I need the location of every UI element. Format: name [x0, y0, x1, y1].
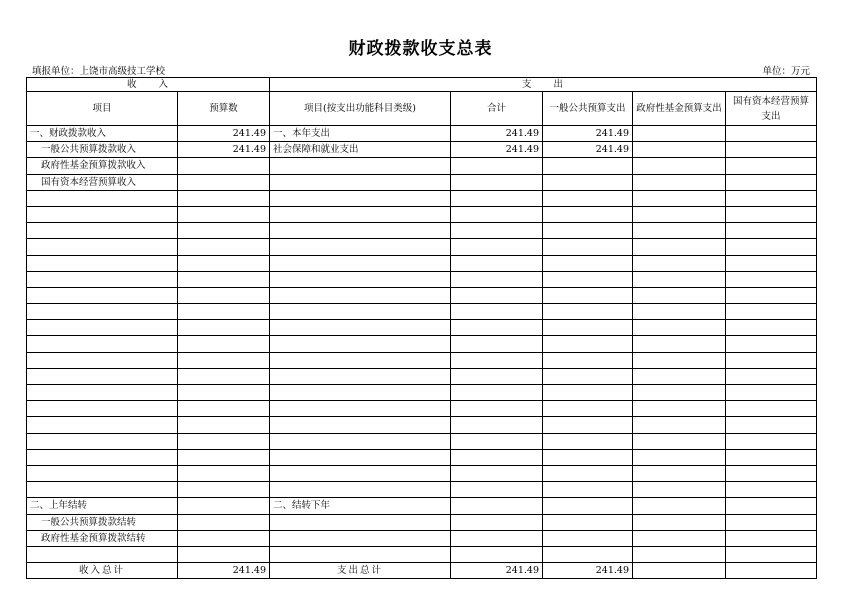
- income-item-cell: [27, 465, 178, 481]
- expense-item-cell: [270, 320, 451, 336]
- expense-total-cell: [451, 352, 543, 368]
- budget-table: [26, 77, 817, 579]
- income-value-cell: [178, 223, 270, 239]
- expense-state-capital-cell: [726, 223, 817, 239]
- expense-general-total: 241.49: [543, 563, 633, 579]
- income-item-cell: [27, 368, 178, 384]
- income-item-cell: [27, 320, 178, 336]
- expense-state-capital-cell: [726, 514, 817, 530]
- expense-gov-fund-cell: [633, 223, 726, 239]
- income-item-cell: 国有资本经营预算收入: [27, 174, 178, 190]
- income-value-cell: [178, 174, 270, 190]
- expense-item-cell: [270, 271, 451, 287]
- expense-general-cell: [543, 206, 633, 222]
- empty-row: [27, 449, 817, 465]
- expense-gov-fund-cell: [633, 304, 726, 320]
- expense-total-cell: [451, 530, 543, 546]
- expense-item-cell: [270, 465, 451, 481]
- expense-gov-fund-cell: [633, 482, 726, 498]
- income-value-cell: [178, 368, 270, 384]
- expense-item-cell: [270, 304, 451, 320]
- expense-item-cell: [270, 546, 451, 562]
- expense-general-cell: [543, 158, 633, 174]
- expense-state-capital-cell: [726, 449, 817, 465]
- income-value-cell: [178, 514, 270, 530]
- expense-item-cell: [270, 255, 451, 271]
- expense-gov-fund-cell: [633, 352, 726, 368]
- empty-row: [27, 223, 817, 239]
- empty-row: [27, 239, 817, 255]
- col-state-capital-header: 国有资本经营预算支出: [726, 92, 817, 126]
- expense-total-cell: [451, 514, 543, 530]
- expense-total-cell: 241.49: [451, 142, 543, 158]
- expense-general-cell: [543, 530, 633, 546]
- income-value-cell: [178, 190, 270, 206]
- empty-row: [27, 190, 817, 206]
- expense-total-cell: [451, 546, 543, 562]
- expense-general-cell: [543, 174, 633, 190]
- expense-gov-fund-cell: [633, 142, 726, 158]
- expense-item-cell: [270, 449, 451, 465]
- empty-row: [27, 352, 817, 368]
- expense-gov-fund-cell: [633, 385, 726, 401]
- income-value-cell: 241.49: [178, 126, 270, 142]
- income-value-cell: [178, 417, 270, 433]
- empty-row: [27, 287, 817, 303]
- expense-general-cell: [543, 498, 633, 514]
- table-row: [27, 546, 817, 562]
- income-value-cell: [178, 482, 270, 498]
- expense-state-capital-cell: [726, 255, 817, 271]
- expense-state-capital-cell: [726, 368, 817, 384]
- expense-total-cell: [451, 417, 543, 433]
- expense-gov-fund-cell: [633, 174, 726, 190]
- col-general-header: 一般公共预算支出: [543, 92, 633, 126]
- expense-general-cell: 241.49: [543, 126, 633, 142]
- expense-state-capital-cell: [726, 271, 817, 287]
- expense-state-capital-cell: [726, 190, 817, 206]
- expense-general-cell: [543, 190, 633, 206]
- expense-gov-fund-cell: [633, 417, 726, 433]
- expense-state-capital-cell: [726, 546, 817, 562]
- income-value-cell: [178, 206, 270, 222]
- income-value-cell: [178, 433, 270, 449]
- expense-total-label: 支出总计: [270, 563, 451, 579]
- income-value-cell: [178, 449, 270, 465]
- income-value-cell: [178, 498, 270, 514]
- expense-item-cell: 一、本年支出: [270, 126, 451, 142]
- empty-row: [27, 206, 817, 222]
- col-total-header: 合计: [451, 92, 543, 126]
- expense-gov-fund-cell: [633, 287, 726, 303]
- income-item-cell: [27, 482, 178, 498]
- expense-item-cell: [270, 433, 451, 449]
- expense-general-cell: [543, 546, 633, 562]
- expense-total-cell: [451, 304, 543, 320]
- income-item-cell: [27, 190, 178, 206]
- expense-state-capital-cell: [726, 206, 817, 222]
- expense-item-cell: [270, 239, 451, 255]
- expense-item-cell: [270, 174, 451, 190]
- col-gov-fund-header: 政府性基金预算支出: [633, 92, 726, 126]
- empty-row: [27, 271, 817, 287]
- fill-unit: 填报单位：上饶市高级技工学校: [32, 66, 166, 77]
- income-value-cell: [178, 336, 270, 352]
- table-row: [27, 142, 817, 158]
- income-item-cell: 政府性基金预算拨款收入: [27, 158, 178, 174]
- income-value-cell: [178, 530, 270, 546]
- table-row: [27, 498, 817, 514]
- expense-total-cell: [451, 449, 543, 465]
- income-value-cell: [178, 239, 270, 255]
- expense-general-cell: [543, 465, 633, 481]
- income-value-cell: 241.49: [178, 142, 270, 158]
- expense-total-value: 241.49: [451, 563, 543, 579]
- income-item-cell: [27, 255, 178, 271]
- totals-row: [27, 563, 817, 579]
- expense-gov-fund-cell: [633, 449, 726, 465]
- expense-state-capital-cell: [726, 320, 817, 336]
- income-item-cell: [27, 271, 178, 287]
- expense-item-cell: 社会保障和就业支出: [270, 142, 451, 158]
- expense-general-cell: [543, 449, 633, 465]
- expense-total-cell: [451, 190, 543, 206]
- expense-total-cell: [451, 336, 543, 352]
- expense-state-capital-cell: [726, 239, 817, 255]
- income-total-value: 241.49: [178, 563, 270, 579]
- expense-item-cell: [270, 190, 451, 206]
- expense-item-cell: [270, 530, 451, 546]
- expense-gov-fund-cell: [633, 530, 726, 546]
- expense-gov-fund-cell: [633, 433, 726, 449]
- expense-state-capital-cell: [726, 336, 817, 352]
- income-item-cell: [27, 449, 178, 465]
- empty-row: [27, 401, 817, 417]
- expense-total-cell: [451, 223, 543, 239]
- expense-general-cell: [543, 304, 633, 320]
- income-item-cell: [27, 206, 178, 222]
- empty-row: [27, 336, 817, 352]
- table-row: [27, 174, 817, 190]
- empty-row: [27, 433, 817, 449]
- income-carry-cell: 政府性基金预算拨款结转: [27, 530, 178, 546]
- expense-total-cell: [451, 287, 543, 303]
- expense-general-cell: [543, 255, 633, 271]
- expense-total-cell: [451, 271, 543, 287]
- expense-gov-fund-cell: [633, 126, 726, 142]
- income-item-cell: [27, 287, 178, 303]
- expense-gov-fund-cell: [633, 514, 726, 530]
- expense-state-capital-cell: [726, 482, 817, 498]
- table-row: [27, 514, 817, 530]
- expense-item-cell: [270, 514, 451, 530]
- group-header-row: [27, 78, 817, 92]
- expense-gov-fund-cell: [633, 239, 726, 255]
- expense-total-cell: 241.49: [451, 126, 543, 142]
- expense-state-capital-cell: [726, 142, 817, 158]
- expense-gov-fund-total: [633, 563, 726, 579]
- col-expense-item-header: 项目(按支出功能科目类级): [270, 92, 451, 126]
- income-value-cell: [178, 546, 270, 562]
- expense-state-capital-cell: [726, 352, 817, 368]
- income-item-cell: [27, 352, 178, 368]
- empty-row: [27, 368, 817, 384]
- income-item-cell: [27, 417, 178, 433]
- expense-item-cell: [270, 287, 451, 303]
- income-value-cell: [178, 465, 270, 481]
- expense-item-cell: [270, 336, 451, 352]
- expense-total-cell: [451, 482, 543, 498]
- column-header-row: [27, 92, 817, 126]
- expense-general-cell: [543, 433, 633, 449]
- table-row: [27, 530, 817, 546]
- expense-gov-fund-cell: [633, 158, 726, 174]
- expense-state-capital-cell: [726, 126, 817, 142]
- empty-row: [27, 417, 817, 433]
- expense-item-cell: [270, 368, 451, 384]
- expense-item-cell: [270, 158, 451, 174]
- expense-total-cell: [451, 498, 543, 514]
- expense-general-cell: [543, 417, 633, 433]
- expense-total-cell: [451, 239, 543, 255]
- expense-general-cell: [543, 368, 633, 384]
- expense-general-cell: [543, 271, 633, 287]
- income-item-cell: [27, 239, 178, 255]
- expense-gov-fund-cell: [633, 401, 726, 417]
- expense-state-capital-cell: [726, 417, 817, 433]
- expense-state-capital-cell: [726, 158, 817, 174]
- income-item-cell: [27, 304, 178, 320]
- expense-gov-fund-cell: [633, 336, 726, 352]
- expense-state-capital-cell: [726, 174, 817, 190]
- empty-row: [27, 385, 817, 401]
- expense-state-capital-cell: [726, 530, 817, 546]
- expense-total-cell: [451, 401, 543, 417]
- income-carry-cell: 二、上年结转: [27, 498, 178, 514]
- expense-total-cell: [451, 368, 543, 384]
- income-item-cell: [27, 546, 178, 562]
- expense-gov-fund-cell: [633, 465, 726, 481]
- income-value-cell: [178, 304, 270, 320]
- expense-state-capital-total: [726, 563, 817, 579]
- col-item-header: 项目: [27, 92, 178, 126]
- expense-general-cell: [543, 385, 633, 401]
- expense-gov-fund-cell: [633, 190, 726, 206]
- table-row: [27, 158, 817, 174]
- expense-item-cell: [270, 417, 451, 433]
- empty-row: [27, 482, 817, 498]
- expense-total-cell: [451, 206, 543, 222]
- expense-general-cell: [543, 336, 633, 352]
- col-budget-header: 预算数: [178, 92, 270, 126]
- expense-gov-fund-cell: [633, 498, 726, 514]
- expense-gov-fund-cell: [633, 546, 726, 562]
- expense-state-capital-cell: [726, 433, 817, 449]
- page-title: 财政拨款收支总表: [348, 39, 493, 59]
- income-item-cell: [27, 336, 178, 352]
- expense-item-cell: [270, 482, 451, 498]
- expense-state-capital-cell: [726, 287, 817, 303]
- currency-unit: 单位：万元: [762, 66, 810, 77]
- income-value-cell: [178, 401, 270, 417]
- empty-row: [27, 465, 817, 481]
- expense-general-cell: [543, 514, 633, 530]
- expense-state-capital-cell: [726, 498, 817, 514]
- expense-general-cell: [543, 352, 633, 368]
- expense-group-header: 支 出: [270, 78, 817, 92]
- expense-total-cell: [451, 158, 543, 174]
- expense-gov-fund-cell: [633, 320, 726, 336]
- expense-state-capital-cell: [726, 401, 817, 417]
- income-item-cell: [27, 385, 178, 401]
- expense-item-cell: [270, 223, 451, 239]
- income-value-cell: [178, 385, 270, 401]
- income-carry-cell: 一般公共预算拨款结转: [27, 514, 178, 530]
- expense-total-cell: [451, 320, 543, 336]
- expense-item-cell: [270, 352, 451, 368]
- expense-general-cell: [543, 320, 633, 336]
- expense-total-cell: [451, 433, 543, 449]
- empty-row: [27, 320, 817, 336]
- expense-total-cell: [451, 465, 543, 481]
- income-group-header: 收 入: [27, 78, 270, 92]
- income-value-cell: [178, 287, 270, 303]
- expense-state-capital-cell: [726, 304, 817, 320]
- expense-item-cell: [270, 401, 451, 417]
- income-value-cell: [178, 352, 270, 368]
- income-value-cell: [178, 271, 270, 287]
- expense-general-cell: [543, 287, 633, 303]
- expense-general-cell: [543, 401, 633, 417]
- expense-gov-fund-cell: [633, 206, 726, 222]
- expense-item-cell: [270, 385, 451, 401]
- empty-row: [27, 255, 817, 271]
- income-total-label: 收入总计: [27, 563, 178, 579]
- expense-carry-cell: 二、结转下年: [270, 498, 451, 514]
- expense-gov-fund-cell: [633, 271, 726, 287]
- income-value-cell: [178, 320, 270, 336]
- income-item-cell: [27, 223, 178, 239]
- income-item-cell: 一般公共预算拨款收入: [27, 142, 178, 158]
- expense-total-cell: [451, 385, 543, 401]
- expense-state-capital-cell: [726, 385, 817, 401]
- expense-item-cell: [270, 206, 451, 222]
- expense-general-cell: [543, 239, 633, 255]
- expense-general-cell: 241.49: [543, 142, 633, 158]
- expense-gov-fund-cell: [633, 368, 726, 384]
- expense-total-cell: [451, 255, 543, 271]
- income-item-cell: [27, 401, 178, 417]
- expense-gov-fund-cell: [633, 255, 726, 271]
- expense-state-capital-cell: [726, 465, 817, 481]
- income-value-cell: [178, 158, 270, 174]
- income-value-cell: [178, 255, 270, 271]
- expense-total-cell: [451, 174, 543, 190]
- table-row: [27, 126, 817, 142]
- expense-general-cell: [543, 482, 633, 498]
- income-item-cell: 一、财政拨款收入: [27, 126, 178, 142]
- expense-general-cell: [543, 223, 633, 239]
- empty-row: [27, 304, 817, 320]
- income-item-cell: [27, 433, 178, 449]
